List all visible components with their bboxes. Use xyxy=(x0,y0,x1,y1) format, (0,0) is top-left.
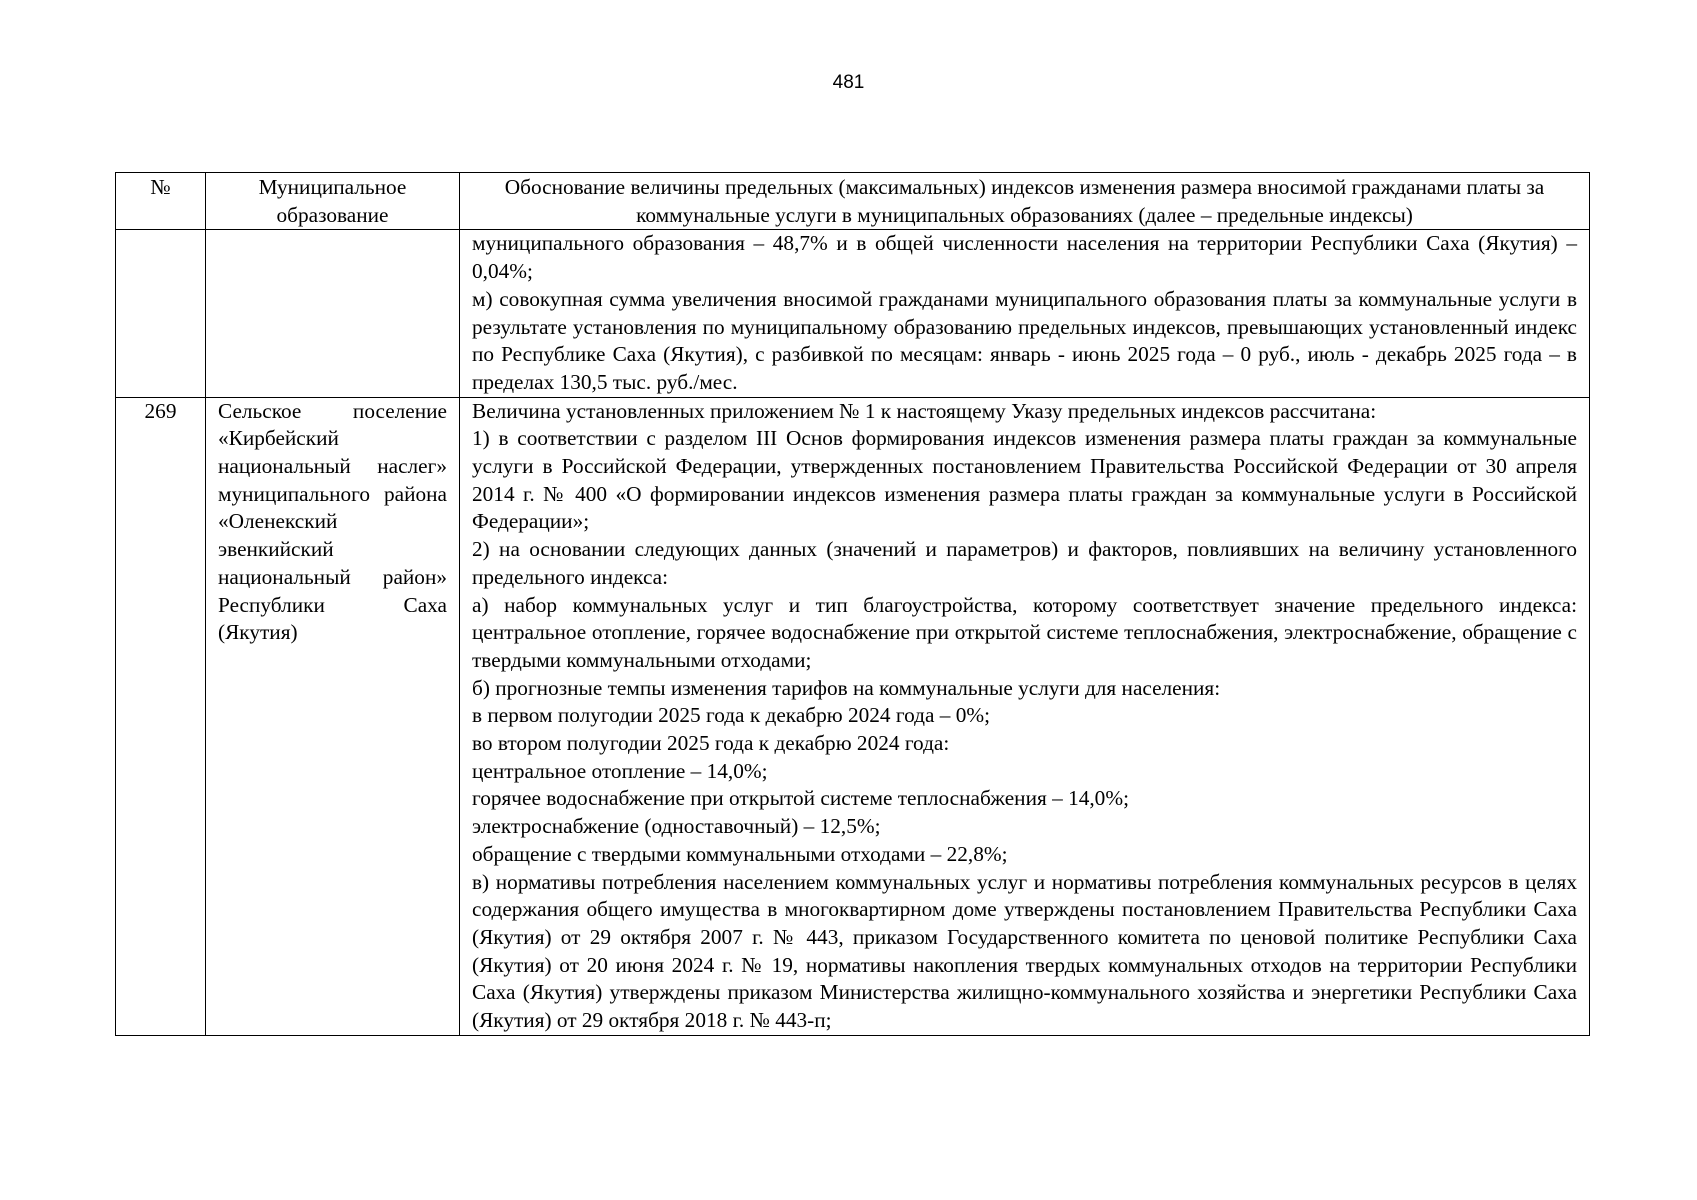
paragraph: м) совокупная сумма увеличения вносимой гражданами муниципального образования платы за коммунальные услуги в результате установления по муниципальному образованию предельных индексов, превышающих установленный индекс по Республике Саха (Якутия), с разбивкой по месяцам: январь - июнь 2025 года – 0 руб., июль - декабрь 2025 года – в пределах 130,5 тыс. руб./мес. xyxy=(472,286,1577,394)
page-number: 481 xyxy=(832,72,865,93)
paragraph: горячее водоснабжение при открытой системе теплоснабжения – 14,0%; xyxy=(472,786,1129,811)
row-number-cell: 269 xyxy=(116,397,206,1035)
municipality-cell: Сельское поселение «Кирбейский национальный наслег» муниципального района «Оленекский эвенкийский национальный район» Республики Саха (Якутия) xyxy=(206,397,460,1035)
table-row-continuation xyxy=(116,230,1590,397)
header-justification: Обоснование величины предельных (максимальных) индексов изменения размера вносимой гражданами платы за коммунальные услуги в муниципальных образованиях (далее – предельные индексы) xyxy=(460,173,1590,230)
paragraph: Величина установленных приложением № 1 к настоящему Указу предельных индексов рассчитана: xyxy=(472,398,1377,423)
header-municipality: Муниципальное образование xyxy=(206,173,460,230)
header-number: № xyxy=(116,173,206,230)
table-header-row xyxy=(116,173,1590,230)
justification-cell xyxy=(460,230,1590,397)
paragraph: в первом полугодии 2025 года к декабрю 2024 года – 0%; xyxy=(472,703,991,728)
table-row-269 xyxy=(116,397,1590,1035)
municipality-cell xyxy=(206,230,460,397)
row-number-cell xyxy=(116,230,206,397)
paragraph: б) прогнозные темпы изменения тарифов на коммунальные услуги для населения: xyxy=(472,675,1221,700)
paragraph: 1) в соответствии с разделом III Основ формирования индексов изменения размера платы граждан за коммунальные услуги в Российской Федерации, утвержденных постановлением Правительства Российской Федерации от 30 апреля 2014 г. № 400 «О формировании индексов изменения размера платы граждан за коммунальные услуги в Российской Федерации»; xyxy=(472,426,1577,534)
paragraph: а) набор коммунальных услуг и тип благоустройства, которому соответствует значение предельного индекса: центральное отопление, горячее водоснабжение при открытой системе теплоснабжения, электроснабжение, обращение с твердыми коммунальными отходами; xyxy=(472,592,1577,672)
paragraph: во втором полугодии 2025 года к декабрю 2024 года: xyxy=(472,731,950,756)
justification-cell xyxy=(460,397,1590,1035)
paragraph: электроснабжение (одноставочный) – 12,5%; xyxy=(472,814,881,839)
paragraph: 2) на основании следующих данных (значений и параметров) и факторов, повлиявших на величину установленного предельного индекса: xyxy=(472,537,1577,589)
paragraph: в) нормативы потребления населением коммунальных услуг и нормативы потребления коммунальных ресурсов в целях содержания общего имущества в многоквартирном доме утверждены постановлением Правительства Республики Саха (Якутия) от 29 октября 2007 г. № 443, приказом Государственного комитета по ценовой политике Республики Саха (Якутия) от 20 июня 2024 г. № 19, нормативы накопления твердых коммунальных отходов на территории Республики Саха (Якутия) утверждены приказом Министерства жилищно-коммунального хозяйства и энергетики Республики Саха (Якутия) от 29 октября 2018 г. № 443-п; xyxy=(472,869,1577,1033)
paragraph: муниципального образования – 48,7% и в общей численности населения на территории Республики Саха (Якутия) – 0,04%; xyxy=(472,231,1577,284)
paragraph: обращение с твердыми коммунальными отходами – 22,8%; xyxy=(472,841,1008,866)
paragraph: центральное отопление – 14,0%; xyxy=(472,758,768,783)
tariff-index-table xyxy=(115,172,1590,1036)
